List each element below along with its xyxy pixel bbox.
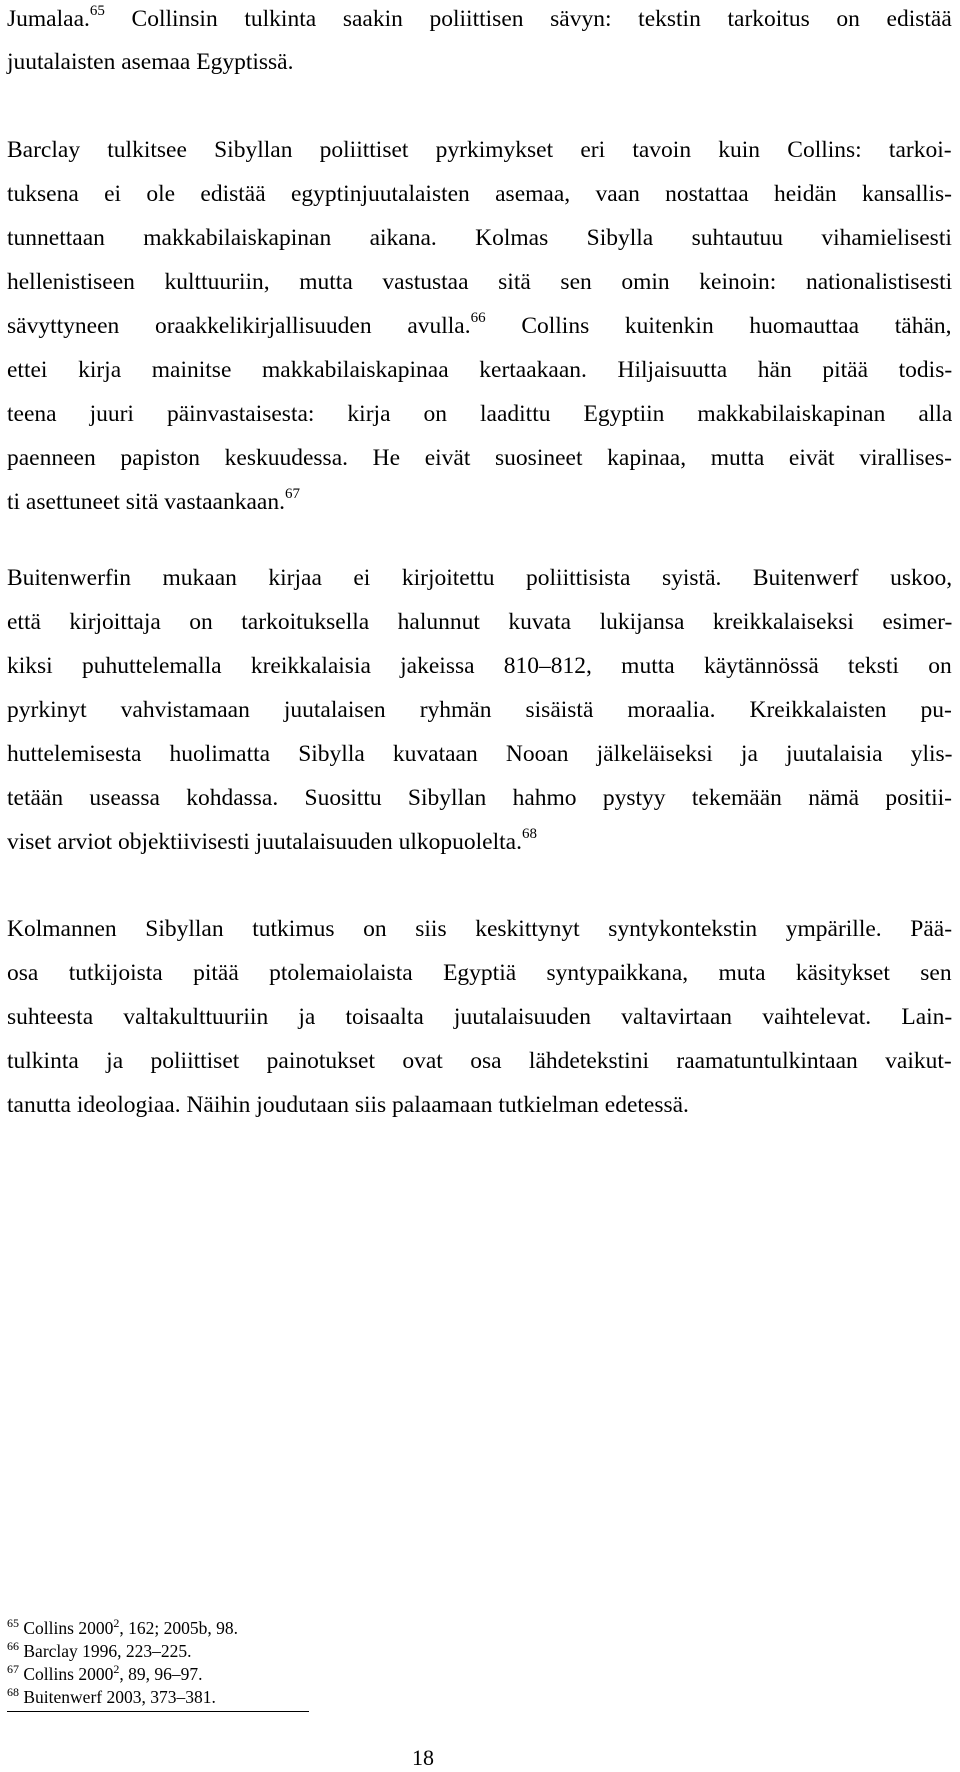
line-text: Buitenwerfin mukaan kirjaa ei kirjoitettu poliittisista syistä. Buitenwerf uskoo, <box>7 565 953 591</box>
text-line <box>7 607 952 637</box>
text-line <box>7 267 952 297</box>
line-text: tetään useassa kohdassa. Suosittu Sibyllan hahmo pystyy tekemään nämä positii- <box>7 785 953 811</box>
footnote-separator <box>7 1711 309 1712</box>
footnote <box>7 1663 202 1685</box>
text-line <box>7 223 952 253</box>
line-text: juutalaisten asemaa Egyptissä. <box>7 49 294 75</box>
footnote-citation: Collins 2000 <box>23 1618 114 1638</box>
line-text-continued: Collinsin tulkinta saakin poliittisen sävyn: tekstin tarkoitus on edistää <box>104 6 952 32</box>
line-text: tunnettaan makkabilaiskapinan aikana. Kolmas Sibylla suhtautuu vihamielisesti <box>7 225 952 251</box>
text-line <box>7 355 952 385</box>
footnote-marker: 65 <box>89 3 105 20</box>
footnote <box>7 1617 238 1639</box>
footnote <box>7 1686 216 1708</box>
text-line <box>7 1002 952 1032</box>
line-text: että kirjoittaja on tarkoituksella halunnut kuvata lukijansa kreikkalaiseksi esimer- <box>7 609 953 635</box>
line-text-continued: Collins kuitenkin huomauttaa tähän, <box>485 313 952 339</box>
text-line <box>7 135 952 165</box>
footnote-number: 66 <box>7 1639 19 1654</box>
line-text: ettei kirja mainitse makkabilaiskapinaa kertaakaan. Hiljaisuutta hän pitää todis- <box>7 357 953 383</box>
text-line <box>7 914 952 944</box>
line-text: Barclay tulkitsee Sibyllan poliittiset pyrkimykset eri tavoin kuin Collins: tarkoi- <box>7 137 952 163</box>
footnote-marker: 66 <box>470 310 486 327</box>
footnote-citation: Barclay 1996, 223–225. <box>23 1641 192 1661</box>
footnote-pages: , 89, 96–97. <box>119 1664 203 1684</box>
page-number: 18 <box>412 1745 434 1770</box>
line-text: ti asettuneet sitä vastaankaan. <box>7 489 285 515</box>
line-text: tulkinta ja poliittiset painotukset ovat osa lähdetekstini raamatuntulkintaan vaikut- <box>7 1048 952 1074</box>
line-text: osa tutkijoista pitää ptolemaiolaista Egyptiä syntypaikkana, muta käsitykset sen <box>7 960 952 986</box>
line-text: sävyttyneen oraakkelikirjallisuuden avulla. <box>7 313 471 339</box>
text-line <box>7 311 952 341</box>
text-line <box>7 1046 952 1076</box>
text-line <box>7 651 952 681</box>
line-text: pyrkinyt vahvistamaan juutalaisen ryhmän sisäistä moraalia. Kreikkalaisten pu- <box>7 697 952 723</box>
text-line <box>7 783 952 813</box>
text-line <box>7 827 537 857</box>
footnote-marker: 68 <box>521 826 537 843</box>
text-line <box>7 443 952 473</box>
text-line <box>7 179 952 209</box>
edition-superscript: 2 <box>113 1662 120 1677</box>
text-line <box>7 47 294 77</box>
line-text: suhteesta valtakulttuuriin ja toisaalta juutalaisuuden valtavirtaan vaihtelevat. Lain- <box>7 1004 953 1030</box>
line-text: viset arviot objektiivisesti juutalaisuuden ulkopuolelta. <box>7 829 522 855</box>
line-text: Jumalaa. <box>7 6 90 32</box>
text-line <box>7 1090 689 1120</box>
text-line <box>7 695 952 725</box>
footnote-citation: Buitenwerf 2003, 373–381. <box>23 1687 216 1707</box>
edition-superscript: 2 <box>113 1616 120 1631</box>
line-text: tanutta ideologiaa. Näihin joudutaan siis palaamaan tutkielman edetessä. <box>7 1092 689 1118</box>
line-text: Kolmannen Sibyllan tutkimus on siis keskittynyt syntykontekstin ympärille. Pää- <box>7 916 953 942</box>
line-text: kiksi puhuttelemalla kreikkalaisia jakeissa 810–812, mutta käytännössä teksti on <box>7 653 952 679</box>
text-line <box>7 399 952 429</box>
footnote-pages: , 162; 2005b, 98. <box>119 1618 238 1638</box>
footnote <box>7 1640 192 1662</box>
footnote-marker: 67 <box>284 486 300 503</box>
text-line <box>7 4 952 34</box>
text-line <box>7 958 952 988</box>
line-text: tuksena ei ole edistää egyptinjuutalaisten asemaa, vaan nostattaa heidän kansallis- <box>7 181 953 207</box>
line-text: hellenistiseen kulttuuriin, mutta vastustaa sitä sen omin keinoin: nationalistisesti <box>7 269 953 295</box>
line-text: paenneen papiston keskuudessa. He eivät suosineet kapinaa, mutta eivät virallises- <box>7 445 952 471</box>
footnote-number: 68 <box>7 1685 19 1700</box>
line-text: teena juuri päinvastaisesta: kirja on laadittu Egyptiin makkabilaiskapinan alla <box>7 401 953 427</box>
text-line <box>7 563 952 593</box>
line-text: huttelemisesta huolimatta Sibylla kuvataan Nooan jälkeläiseksi ja juutalaisia ylis- <box>7 741 953 767</box>
text-line <box>7 739 952 769</box>
text-line <box>7 487 300 517</box>
footnote-number: 67 <box>7 1662 19 1677</box>
footnote-citation: Collins 2000 <box>23 1664 114 1684</box>
footnote-number: 65 <box>7 1616 19 1631</box>
